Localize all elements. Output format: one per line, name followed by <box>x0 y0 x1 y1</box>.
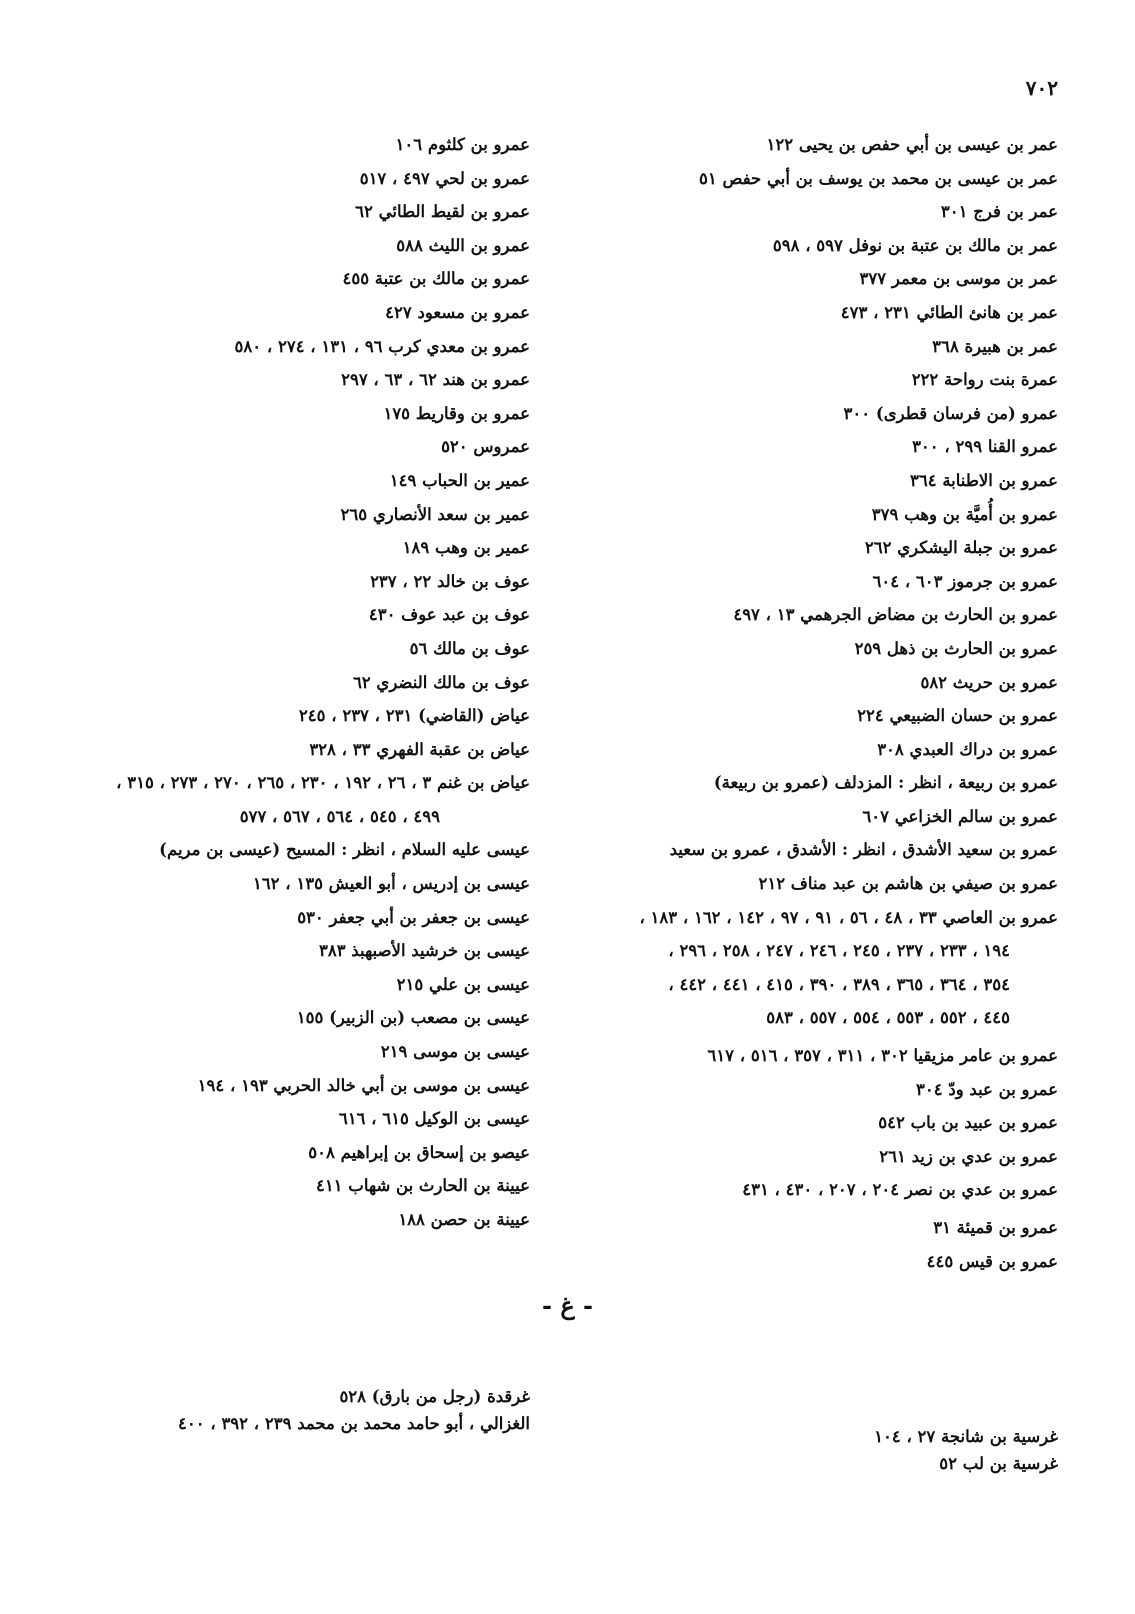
index-entry: عمر بن مالك بن عتبة بن نوفل ٥٩٧ ، ٥٩٨ <box>772 235 1058 255</box>
index-entry: عمرو بن عبيد بن باب ٥٤٢ <box>878 1113 1058 1133</box>
index-entry: عيسى بن موسى بن أبي خالد الحربي ١٩٣ ، ١٩٤ <box>197 1075 530 1095</box>
index-entry: عوف بن مالك ٥٦ <box>409 638 530 658</box>
section-letter-header: - غ - <box>542 1291 593 1320</box>
index-entry: عيسى بن موسى ٢١٩ <box>380 1042 530 1062</box>
index-entry: عمروس ٥٢٠ <box>441 437 530 457</box>
index-entry: عمر بن هانئ الطائي ٢٣١ ، ٤٧٣ <box>840 302 1058 322</box>
index-entry: عمرو بن لحي ٤٩٧ ، ٥١٧ <box>359 168 530 188</box>
page-number: ٧٠٢ <box>1025 76 1058 100</box>
index-entry: عمرو بن سالم الخزاعي ٦٠٧ <box>862 806 1058 826</box>
index-entry-continuation: ٣٥٤ ، ٣٦٤ ، ٣٦٥ ، ٣٨٩ ، ٣٩٠ ، ٤١٥ ، ٤٤١ ، ٤٤٢ ، <box>668 974 1010 994</box>
index-entry: عمرو (من فرسان قطرى) ٣٠٠ <box>843 403 1058 423</box>
index-entry: عمرو بن سعيد الأشدق ، انظر : الأشدق ، عمرو بن سعيد <box>669 840 1058 860</box>
index-entry: عيسى بن الوكيل ٦١٥ ، ٦١٦ <box>338 1109 530 1129</box>
index-entry: عمرو بن قميئة ٣١ <box>933 1218 1058 1237</box>
index-entry: عمرو بن حريث ٥٨٢ <box>920 672 1058 692</box>
index-entry: عمرة بنت رواحة ٢٢٢ <box>911 370 1058 390</box>
index-entry: عياض بن غنم ٣ ، ٢٦ ، ١٩٢ ، ٢٣٠ ، ٢٦٥ ، ٢٧٠ ، ٢٧٣ ، ٣١٥ ، <box>116 773 530 793</box>
index-entry: عمرو بن دراك العبدي ٣٠٨ <box>877 739 1058 759</box>
index-entry: عمرو بن كلثوم ١٠٦ <box>395 135 530 154</box>
index-entry: عمرو بن عامر مزيقيا ٣٠٢ ، ٣١١ ، ٣٥٧ ، ٥١٦ ، ٦١٧ <box>707 1046 1058 1066</box>
index-entry: عمرو بن صيفي بن هاشم بن عبد مناف ٢١٢ <box>758 874 1058 894</box>
index-entry: عمرو بن عدي بن نصر ٢٠٤ ، ٢٠٧ ، ٤٣٠ ، ٤٣١ <box>742 1180 1058 1200</box>
index-entry: عمرو بن حسان الضبيعي ٢٢٤ <box>857 706 1058 726</box>
index-entry: عمرو بن جبلة اليشكري ٢٦٢ <box>864 538 1058 558</box>
section-ghayn-column-left <box>25 1383 530 1437</box>
index-entry: عمرو بن الحارث بن ذهل ٢٥٩ <box>854 638 1058 658</box>
index-column-right <box>538 128 1058 1278</box>
index-entry: عمرو بن الاطنابة ٣٦٤ <box>909 470 1058 490</box>
index-entry-continuation: ٤٩٩ ، ٥٤٥ ، ٥٦٤ ، ٥٦٧ ، ٥٧٧ <box>239 806 440 826</box>
index-entry: عياض بن عقبة الفهري ٣٣ ، ٣٢٨ <box>309 739 530 759</box>
index-entry: عيسى بن مصعب (بن الزبير) ١٥٥ <box>296 1008 530 1028</box>
index-entry: عمرو بن مسعود ٤٢٧ <box>385 302 530 322</box>
index-entry: عمير بن وهب ١٨٩ <box>402 538 530 558</box>
index-entry: عمرو بن أُميَّة بن وهب ٣٧٩ <box>871 504 1058 524</box>
index-entry: عيسى عليه السلام ، انظر : المسيح (عيسى بن مريم) <box>159 840 530 860</box>
index-entry: عيينة بن حصن ١٨٨ <box>398 1210 530 1229</box>
index-entry: عيسى بن إدريس ، أبو العيش ١٣٥ ، ١٦٢ <box>252 874 530 894</box>
section-ghayn-column-right <box>538 1423 1058 1477</box>
index-entry: عمرو بن عبد ودّ ٣٠٤ <box>916 1079 1058 1099</box>
index-entry: عمرو القنا ٢٩٩ ، ٣٠٠ <box>912 437 1058 457</box>
index-entry: الغزالي ، أبو حامد محمد بن محمد ٢٣٩ ، ٣٩٢ ، ٤٠٠ <box>178 1414 530 1433</box>
index-entry: عمرو بن معدي كرب ٩٦ ، ١٣١ ، ٢٧٤ ، ٥٨٠ <box>234 336 530 356</box>
index-entry: عيسى بن جعفر بن أبي جعفر ٥٣٠ <box>297 907 530 927</box>
index-entry: عمرو بن العاصي ٣٣ ، ٤٨ ، ٥٦ ، ٩١ ، ٩٧ ، ١٤٢ ، ١٦٢ ، ١٨٣ ، <box>639 907 1058 927</box>
index-entry: عمرو بن وقاريط ١٧٥ <box>383 403 530 423</box>
index-entry: عمر بن موسى بن معمر ٣٧٧ <box>859 269 1058 289</box>
index-entry: عيسى بن علي ٢١٥ <box>396 974 530 994</box>
index-column-left <box>25 128 530 1237</box>
index-entry: غرقدة (رجل من بارق) ٥٢٨ <box>339 1387 530 1406</box>
index-entry: عيسى بن خرشيد الأصبهبذ ٣٨٣ <box>318 941 530 961</box>
index-entry: عمرو بن جرموز ٦٠٣ ، ٦٠٤ <box>872 571 1058 591</box>
index-entry: عمر بن هبيرة ٣٦٨ <box>932 336 1058 356</box>
index-entry: عوف بن خالد ٢٢ ، ٢٣٧ <box>370 571 530 591</box>
index-entry: عوف بن مالك النضري ٦٢ <box>352 672 530 692</box>
index-entry: عمرو بن قيس ٤٤٥ <box>926 1251 1058 1271</box>
index-entry: عمرو بن الحارث بن مضاض الجرهمي ١٣ ، ٤٩٧ <box>733 605 1058 625</box>
index-entry: عمرو بن الليث ٥٨٨ <box>396 235 530 255</box>
index-entry: عمرو بن لقيط الطائي ٦٢ <box>355 202 530 222</box>
index-entry: عمير بن الحباب ١٤٩ <box>389 470 530 490</box>
index-entry: عيصو بن إسحاق بن إبراهيم ٥٠٨ <box>308 1142 530 1162</box>
index-entry: عمرو بن مالك بن عتبة ٤٥٥ <box>342 269 530 289</box>
index-entry: عمر بن عيسى بن أبي حفص بن يحيى ١٢٢ <box>766 135 1058 154</box>
index-entry: عمر بن عيسى بن محمد بن يوسف بن أبي حفص ٥١ <box>699 168 1058 188</box>
index-entry: غرسية بن شانجة ٢٧ ، ١٠٤ <box>874 1427 1058 1446</box>
index-entry: غرسية بن لب ٥٢ <box>939 1454 1058 1473</box>
index-entry: عمر بن فرج ٣٠١ <box>940 202 1058 222</box>
index-entry: عمرو بن عدي بن زيد ٢٦١ <box>879 1146 1058 1166</box>
index-entry: عيينة بن الحارث بن شهاب ٤١١ <box>315 1176 530 1196</box>
index-entry-continuation: ١٩٤ ، ٢٣٣ ، ٢٣٧ ، ٢٤٥ ، ٢٤٦ ، ٢٤٧ ، ٢٥٨ ، ٢٩٦ ، <box>668 941 1010 961</box>
index-entry: عمير بن سعد الأنصاري ٢٦٥ <box>340 504 530 524</box>
index-entry: عمرو بن هند ٦٢ ، ٦٣ ، ٢٩٧ <box>341 370 530 390</box>
index-entry: عمرو بن ربيعة ، انظر : المزدلف (عمرو بن ربيعة) <box>713 773 1058 793</box>
index-entry: عياض (القاضي) ٢٣١ ، ٢٣٧ ، ٢٤٥ <box>298 706 530 726</box>
index-entry: عوف بن عبد عوف ٤٣٠ <box>368 605 530 625</box>
index-entry-continuation: ٤٤٥ ، ٥٥٢ ، ٥٥٣ ، ٥٥٤ ، ٥٥٧ ، ٥٨٣ <box>766 1008 1010 1028</box>
